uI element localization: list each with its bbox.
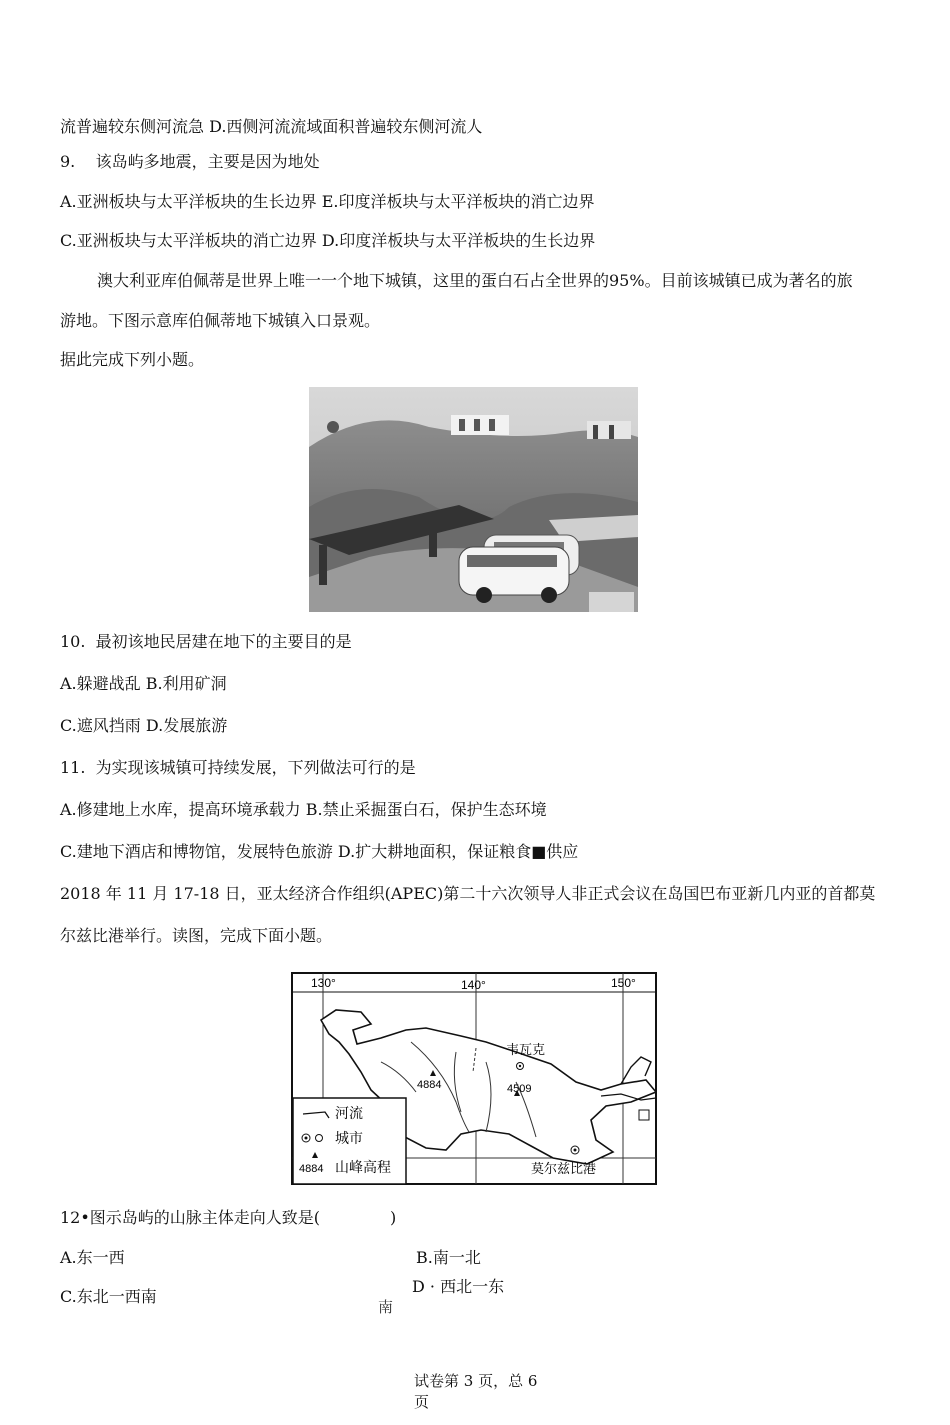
paragraph-coober-pedy-cont: 游地。下图示意库伯佩蒂地下城镇入口景观。 (60, 311, 381, 330)
question-12-paren: ) (390, 1208, 397, 1227)
peak-label-4509: 4509 (507, 1083, 532, 1095)
lon-label-130: 130° (311, 976, 336, 990)
legend-city-icon (316, 1135, 323, 1142)
question-12-option-a: A.东一西 (60, 1248, 125, 1267)
legend-peak-value: 4884 (299, 1163, 324, 1175)
lon-label-150: 150° (611, 976, 636, 990)
question-12: 12•图示岛屿的山脉主体走向人致是( (60, 1208, 321, 1227)
instruction-line: 据此完成下列小题。 (60, 350, 205, 369)
footer-page-number: 试卷第 3 页，总 6 (414, 1372, 538, 1390)
question-12-option-d: D · 西北一东 (412, 1277, 505, 1296)
question-9: 9. 该岛屿多地震，主要是因为地处 (60, 152, 320, 171)
legend-peak-label: 山峰高程 (335, 1159, 391, 1175)
city-label-port-moresby: 莫尔兹比港 (531, 1161, 597, 1176)
question-10: 10. 最初该地民居建在地下的主要目的是 (60, 632, 352, 651)
question-10-options-cd: C.遮风挡雨 D.发展旅游 (60, 716, 228, 735)
city-label-wewak: 韦瓦克 (506, 1042, 546, 1057)
question-11-options-cd: C.建地下酒店和博物馆，发展特色旅游 D.扩大耕地面积，保证粮食■供应 (60, 842, 579, 861)
question-9-options-cd: C.亚洲板块与太平洋板块的消亡边界 D.印度洋板块与太平洋板块的生长边界 (60, 231, 596, 250)
paragraph-coober-pedy: 澳大利亚库伯佩蒂是世界上唯一一个地下城镇，这里的蛋白石占全世界的95%。目前该城镇已成为著名的旅 (97, 271, 853, 290)
underground-town-entrance-photo (309, 387, 638, 612)
text-line: 流普遍较东侧河流急 D.西侧河流流域面积普遍较东侧河流人 (60, 117, 483, 136)
peak-label-4884: 4884 (417, 1079, 442, 1091)
question-12-option-b: B.南一北 (416, 1248, 481, 1267)
new-guinea-map (291, 972, 657, 1185)
footer-page-suffix: 页 (414, 1393, 430, 1411)
question-12-option-c: C.东北一西南 (60, 1287, 157, 1306)
question-9-options-ab: A.亚洲板块与太平洋板块的生长边界 E.印度洋板块与太平洋板块的消亡边界 (60, 192, 595, 211)
page-footer (414, 1371, 554, 1413)
question-11-options-ab: A.修建地上水库，提高环境承载力 B.禁止采掘蛋白石，保护生态环境 (60, 800, 547, 819)
legend-city-label: 城市 (335, 1130, 363, 1146)
paragraph-apec-cont: 尔兹比港举行。读图，完成下面小题。 (60, 926, 333, 945)
stray-character: 南 (378, 1298, 394, 1316)
question-10-options-ab: A.躲避战乱 B.利用矿洞 (60, 674, 227, 693)
lon-label-140: 140° (461, 978, 486, 992)
paragraph-apec: 2018 年 11 月 17-18 日，亚太经济合作组织(APEC)第二十六次领导人非正式会议在岛国巴布亚新几内亚的首都莫 (60, 884, 876, 903)
question-11: 11. 为实现该城镇可持续发展，下列做法可行的是 (60, 758, 416, 777)
legend-river-label: 河流 (335, 1105, 363, 1121)
